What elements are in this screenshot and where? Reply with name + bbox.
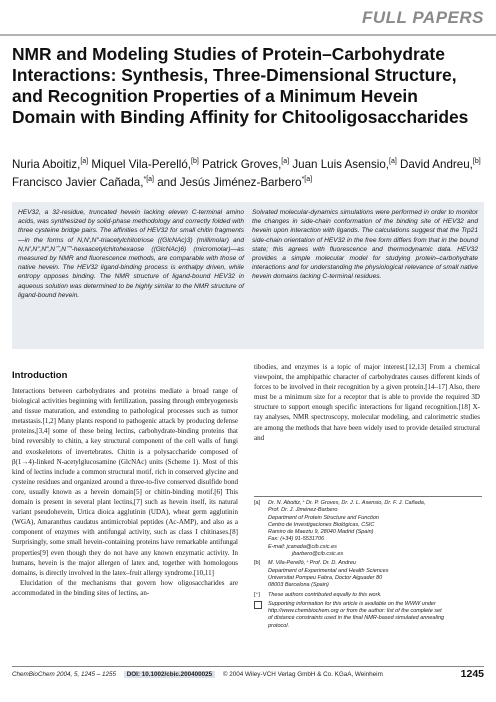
affiliation-rule [254,496,482,497]
copyright: © 2004 Wiley-VCH Verlag GmbH & Co. KGaA, Weinheim [222,671,383,678]
supporting-info: Supporting information for this article is available on the WWW under http://www.chembiochem.org or from the author: list of the complete set of distance constraints used in the final NMR-based simulated annealing protocol. [254,601,482,630]
author: Francisco Javier Cañada,$^{*[a]}$ [12,175,154,189]
article-title: NMR and Modeling Studies of Protein–Carbohydrate Interactions: Synthesis, Three-Dimensional Structure, and Recognition Properties of a Minimum Hevein Domain with Binding Affinity for Chitooligosaccharides [12,44,469,127]
paragraph: tibodies, and enzymes is a topic of major interest.[12,13] From a chemical viewpoint, the amphipathic character of carbohydrates causes different kinds of forces to be involved in their recognition by a given protein.[14–17] Also, there must be a minimum size for a receptor that is able to provide the required 3D structure to support enough specific interactions for ligand recognition.[18] X-ray analyses, NMR spectroscopy, molecular modeling, and calorimetric studies are among the methods that have been widely used to provide detailed structural and [254,363,480,442]
affiliation-a: [a] Dr. N. Aboitiz,⁺ Dr. P. Groves, Dr. J. L. Asensio, Dr. F. J. Cañada, Prof. Dr. J. Jiménez-Barbero Department of Protein Structure and Function Centro de Investigaciones Biológicas, CSIC Ramiro de Maeztu 9, 28040 Madrid (Spain) Fax: (+34) 91-5531706 E-mail: jcanada@cib.csic.es jbarbero@cib.csic.es [254,500,426,558]
supporting-info-icon [254,601,262,609]
abstract-right: Solvated molecular-dynamics simulations were performed in order to monitor the changes in side-chain conformation of the binding site of HEV32 and hevein upon interaction with ligands. The calculations suggest that the Trp21 side-chain orientation of HEV32 in the free form differs from that in the bound state; this agrees with fluorescence and thermodynamic data. HEV32 provides a simple molecular model for studying protein–carbohydrate interactions and for understanding the physiological relevance of small native hevein domains lacking C-terminal residues. [252,209,478,281]
footer-rule [12,666,484,667]
footer [12,671,484,678]
author-list [12,154,487,190]
paragraph: Elucidation of the mechanisms that govern how oligosaccharides are accommodated in the binding sites of lectins, an- [12,578,238,597]
author: Miquel Vila-Perelló,[b] [91,157,199,171]
author: Patrick Groves,[a] [202,157,290,171]
author: Juan Luis Asensio,[a] [292,157,397,171]
affiliation-plus: [⁺] These authors contributed equally to this work. [254,591,382,598]
section-heading: Introduction [12,370,68,381]
header-rule [0,34,496,36]
body-column-left [12,386,238,598]
affiliation-b: [b] M. Vila-Perelló,⁺ Prof. Dr. D. Andreu Department of Experimental and Health Sciences Universitat Pompeu Fabra, Doctor Aiguader 80 08003 Barcelona (Spain) [254,560,389,589]
author: David Andreu,[b] [400,157,481,171]
affiliations [254,500,482,632]
paragraph: Interactions between carbohydrates and proteins mediate a broad range of biological activities beginning with fertilization, passing through embryogenesis and tissue maturation, and extending to pathological processes such as tumor metastasis.[1,2] Many plants respond to pathogenic attack by producing defense proteins,[3,4] some of these being lectins, carbohydrate-binding proteins that bind reversibly to chitin, a key structural component of the cell walls of fungi and exoskeletons of invertebrates. Chitin is a polysaccharide composed of β(1→4)-linked N-acetylglucosamine (GlcNAc) units (Scheme 1). Most of this kind of lectins include a common structural motif, rich in conserved glycine and cysteine residues and organized around a three-to-five conserved disulfide bond core, usually known as a hevein domain[5] or chitin-binding motif.[6] This domain is present in several plant lectins,[7] such as hevein itself, its natural variant pseudohevein, Urtica dioica agglutinin (UDA), wheat germ agglutinin (WGA), Amaranthus caudatus antimicrobial peptides (Ac-AMP), and also as a component of enzymes with antifungal activity, such as class I chitinases.[8] Surprisingly, some small hevein-containing proteins have remarkable antifungal properties[9] even though they do not have any known enzymatic activity. In humans, hevein is the major allergen of latex and, together with homologous domains, is directly involved in the latex–fruit allergy syndrome.[10,11] [12,387,238,577]
author: Nuria Aboitiz,[a] [12,157,89,171]
page-number: 1245 [460,668,484,680]
section-label: FULL PAPERS [362,8,484,27]
doi[interactable]: DOI: 10.1002/cbic.200400025 [124,671,215,678]
journal-citation: ChemBioChem 2004, 5, 1245 – 1255 [12,671,116,678]
abstract-box [12,202,484,349]
abstract-left: HEV32, a 32-residue, truncated hevein lacking eleven C-terminal amino acids, was synthesized by solid-phase methodology and correctly folded with three cysteine bridge pairs. The affinities of HEV32 for small chitin fragments—in the forms of N,N′,N″-triacetylchitotriose ((GlcNAc)3) (millimolar) and N,N′,N″,N‴,N⁗,N⁗′-hexaacetylchitohexaose ((GlcNAc)6) (micromolar)—as measured by NMR and fluorescence methods, are comparable with those of native hevein. The HEV32 ligand-binding process is enthalpy driven, while entropy opposes binding. The NMR structure of ligand-bound HEV32 in aqueous solution was determined to be highly similar to the NMR structure of ligand-bound hevein. [18,209,244,299]
author: and Jesús Jiménez-Barbero$^{*[a]}$ [157,175,313,189]
body-column-right [254,362,480,443]
